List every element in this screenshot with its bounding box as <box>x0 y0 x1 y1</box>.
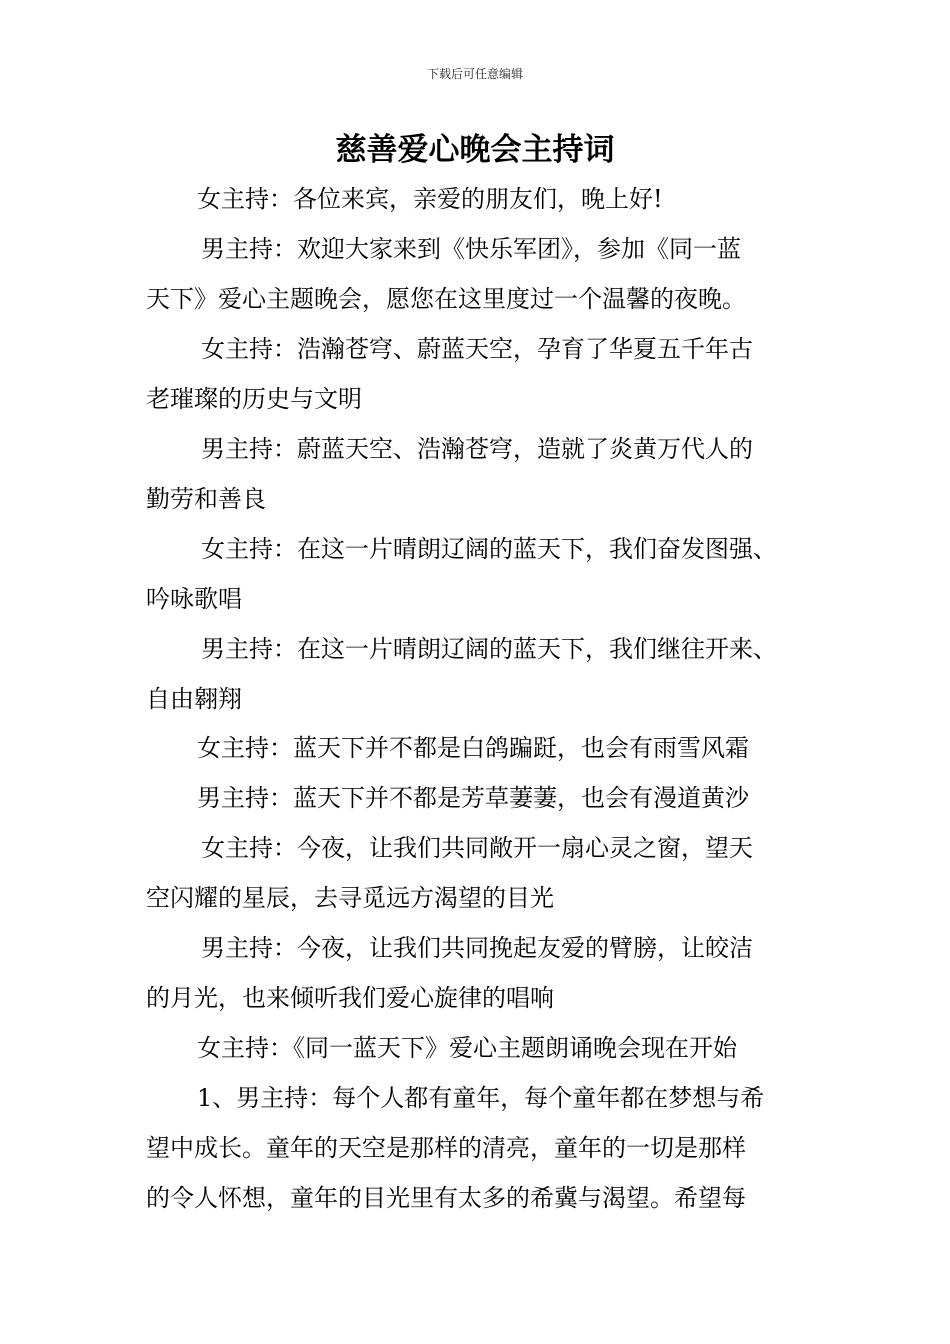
text-line: 男主持：今夜，让我们共同挽起友爱的臂膀，让皎洁 <box>201 934 753 962</box>
text-line: 望中成长。童年的天空是那样的清亮，童年的一切是那样 <box>146 1134 746 1162</box>
text-line: 老璀璨的历史与文明 <box>146 385 362 413</box>
text-line: 的令人怀想，童年的目光里有太多的希冀与渴望。希望每 <box>146 1184 746 1212</box>
text-line: 男主持：蓝天下并不都是芳草萋萋，也会有漫道黄沙 <box>197 784 749 812</box>
text-line: 女主持：今夜，让我们共同敞开一扇心灵之窗，望天 <box>201 834 753 862</box>
text-line: 女主持：浩瀚苍穹、蔚蓝天空，孕育了华夏五千年古 <box>201 335 753 363</box>
text-line: 男主持：蔚蓝天空、浩瀚苍穹，造就了炎黄万代人的 <box>201 435 753 463</box>
text-line: 吟咏歌唱 <box>146 585 242 613</box>
text-line: 女主持：《同一蓝天下》爱心主题朗诵晚会现在开始 <box>197 1034 737 1062</box>
document-title: 慈善爱心晚会主持词 <box>335 132 615 168</box>
text-line: 天下》爱心主题晚会，愿您在这里度过一个温馨的夜晚。 <box>146 285 746 313</box>
text-line: 男主持：欢迎大家来到《快乐军团》，参加《同一蓝 <box>201 235 741 263</box>
text-line: 自由翱翔 <box>146 685 242 713</box>
text-line: 空闪耀的星辰，去寻觅远方渴望的目光 <box>146 884 554 912</box>
text-line: 的月光，也来倾听我们爱心旋律的唱响 <box>146 984 554 1012</box>
text-line: 女主持：蓝天下并不都是白鸽蹁跹，也会有雨雪风霜 <box>197 734 749 762</box>
text-line: 1、男主持：每个人都有童年，每个童年都在梦想与希 <box>197 1084 765 1112</box>
text-line: 女主持：各位来宾，亲爱的朋友们，晚上好! <box>197 185 663 213</box>
text-line: 男主持：在这一片晴朗辽阔的蓝天下，我们继往开来、 <box>201 635 777 663</box>
text-line: 女主持：在这一片晴朗辽阔的蓝天下，我们奋发图强、 <box>201 535 777 563</box>
text-line: 勤劳和善良 <box>146 485 266 513</box>
header-note: 下载后可任意编辑 <box>426 67 523 81</box>
